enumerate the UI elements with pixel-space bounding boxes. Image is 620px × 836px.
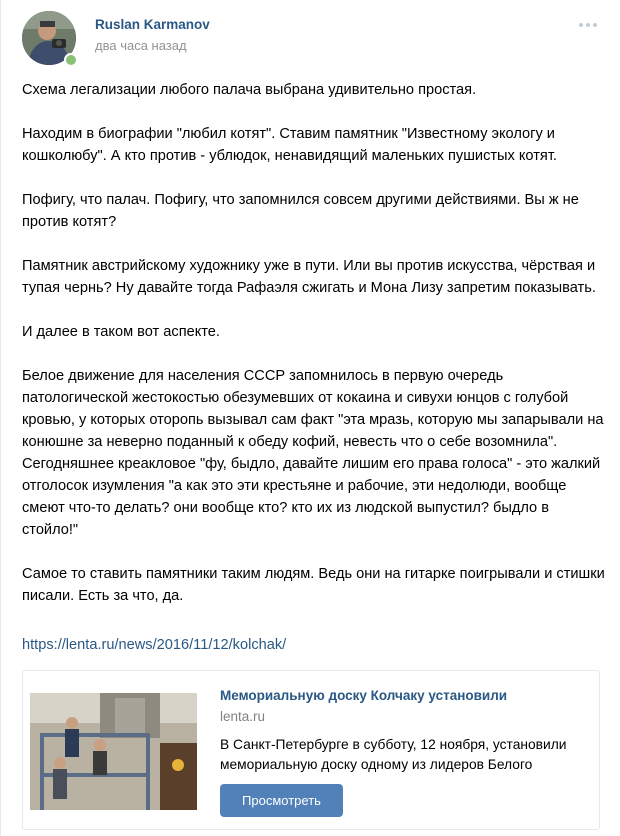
view-button[interactable]: Просмотреть bbox=[220, 784, 343, 817]
dot bbox=[579, 23, 583, 27]
dot bbox=[586, 23, 590, 27]
link-preview-card[interactable] bbox=[22, 670, 600, 830]
dot bbox=[593, 23, 597, 27]
post-paragraph: Белое движение для населения СССР запомнилось в первую очередь патологической жестокостью обезумевших от кокаина и сивухи юнцов с голубой кровью, у которых оторопь вызывал сам факт "эта мразь, которую мы запарывали на конюшне за неверно поданный к обеду кофий, невесть что о себе возомнила". Сегодняшнее креакловое "фу, быдло, давайте лишим его права голоса" - это жалкий отголосок изумления "а как это эти крестьяне и рабочие, эти недолюди, вообще смеют что-то делать? они вообще кто? кто их из людской выпустил? быдло в стойло!" bbox=[22, 368, 604, 538]
author-name-link[interactable]: Ruslan Karmanov bbox=[95, 17, 210, 32]
online-indicator-icon bbox=[64, 53, 78, 67]
post-time[interactable]: два часа назад bbox=[95, 38, 187, 53]
post-paragraph: Схема легализации любого палача выбрана удивительно простая. bbox=[22, 82, 477, 98]
post-link[interactable]: https://lenta.ru/news/2016/11/12/kolchak/ bbox=[22, 637, 287, 653]
post-paragraph: Находим в биографии "любил котят". Ставим памятник "Известному экологу и кошколюбу". А кто против - ублюдок, ненавидящий маленьких пушистых котят. bbox=[22, 126, 557, 164]
post-paragraph: Пофигу, что палач. Пофигу, что запомнился совсем другими действиями. Вы ж не против котят? bbox=[22, 192, 579, 230]
post-paragraph: Памятник австрийскому художнику уже в пути. Или вы против искусства, чёрствая и тупая чернь? Ну давайте тогда Рафаэля сжигать и Мона Лизу запретим показывать. bbox=[22, 258, 596, 296]
card-domain: lenta.ru bbox=[220, 709, 266, 724]
card-title[interactable]: Мемориальную доску Колчаку установили bbox=[220, 688, 508, 703]
card-image[interactable] bbox=[30, 693, 197, 810]
memorial-photo bbox=[30, 693, 197, 810]
post-paragraph: Самое то ставить памятники таким людям. Ведь они на гитарке поигрывали и стишки писали. Есть за что, да. bbox=[22, 566, 605, 604]
post-paragraph: И далее в таком вот аспекте. bbox=[22, 324, 220, 340]
post-border bbox=[0, 0, 1, 836]
more-dots-icon[interactable] bbox=[575, 17, 601, 33]
card-description: В Санкт-Петербурге в субботу, 12 ноября, установили мемориальную доску одному из лидеров Белого bbox=[220, 737, 567, 772]
post-text bbox=[22, 79, 607, 629]
